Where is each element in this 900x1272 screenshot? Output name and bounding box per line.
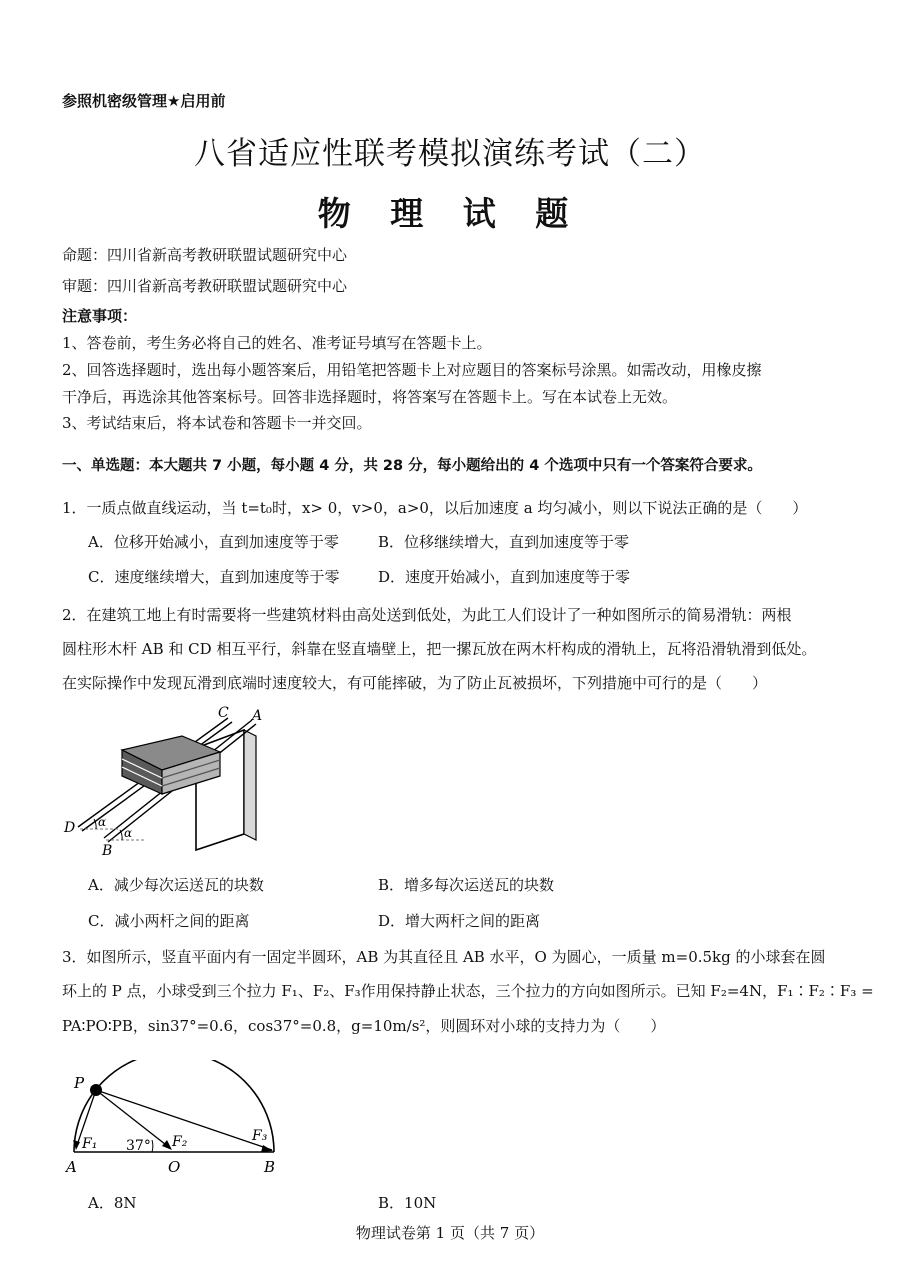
confidential-label: 参照机密级管理★启用前 [62, 92, 226, 110]
q3-stem-line-2: 环上的 P 点，小球受到三个拉力 F₁、F₂、F₃作用保持静止状态，三个拉力的方向如图所示。已知 F₂=4N，F₁∶F₂∶F₃ = [62, 982, 874, 1000]
label-f2: F₂ [172, 1134, 188, 1150]
force-f2-arrow [162, 1140, 172, 1150]
q3-stem-line-1: 3．如图所示，竖直平面内有一固定半圆环，AB 为其直径且 AB 水平，O 为圆心，一质量 m=0.5kg 的小球套在圆 [62, 948, 826, 966]
note-item-1: 1、答卷前，考生务必将自己的姓名、准考证号填写在答题卡上。 [62, 334, 492, 352]
q1-stem: 1．一质点做直线运动，当 t=t₀时，x> 0，v>0，a>0，以后加速度 a 均匀减小，则以下说法正确的是（ ） [62, 499, 808, 517]
q3-semicircle-figure [60, 1060, 290, 1180]
label-p: P [74, 1074, 85, 1092]
q1-option-a: A．位移开始减小，直到加速度等于零 [88, 533, 339, 551]
q2-stem-line-3: 在实际操作中发现瓦滑到底端时速度较大，有可能摔破，为了防止瓦被损坏，下列措施中可行的是（ ） [62, 674, 768, 692]
section-heading: 一、单选题：本大题共 7 小题，每小题 4 分，共 28 分，每小题给出的 4 个选项中只有一个答案符合要求。 [62, 458, 762, 474]
q2-stem-line-1: 2．在建筑工地上有时需要将一些建筑材料由高处送到低处，为此工人们设计了一种如图所示的简易滑轨：两根 [62, 606, 792, 624]
author-line: 命题：四川省新高考教研联盟试题研究中心 [62, 246, 348, 264]
q3-option-a: A．8N [88, 1194, 137, 1212]
q2-option-c: C．减小两杆之间的距离 [88, 912, 250, 930]
q2-stem-line-2: 圆柱形木杆 AB 和 CD 相互平行，斜靠在竖直墙壁上，把一摞瓦放在两木杆构成的滑轨上，瓦将沿滑轨滑到低处。 [62, 640, 817, 658]
note-item-3: 3、考试结束后，将本试卷和答题卡一并交回。 [62, 414, 372, 432]
label-f3: F₃ [252, 1128, 268, 1144]
label-a: A [66, 1158, 77, 1176]
q2-slide-rail-figure [58, 700, 278, 860]
reviewer-line: 审题：四川省新高考教研联盟试题研究中心 [62, 277, 348, 295]
note-item-2-cont: 干净后，再选涂其他答案标号。回答非选择题时，将答案写在答题卡上。写在本试卷上无效。 [62, 388, 678, 406]
ball-p [90, 1084, 102, 1096]
label-o: O [168, 1158, 181, 1176]
label-alpha-1: α [98, 815, 107, 829]
force-f3-arrow [261, 1145, 273, 1152]
label-b: B [264, 1158, 276, 1176]
q1-option-d: D．速度开始减小，直到加速度等于零 [378, 568, 631, 586]
label-c: C [218, 705, 229, 721]
label-a: A [252, 708, 263, 724]
q1-option-b: B．位移继续增大，直到加速度等于零 [378, 533, 630, 551]
q3-option-b: B．10N [378, 1194, 437, 1212]
notes-heading: 注意事项： [62, 307, 138, 325]
label-b: B [102, 843, 113, 859]
label-alpha-2: α [124, 826, 133, 840]
q3-stem-line-3: PA∶PO∶PB，sin37°=0.6，cos37°=0.8，g=10m/s²，则圆环对小球的支持力为（ ） [62, 1017, 666, 1035]
label-f1: F₁ [82, 1136, 98, 1152]
label-d: D [64, 820, 76, 836]
subject-title: 物 理 试 题 [317, 194, 583, 233]
q2-option-b: B．增多每次运送瓦的块数 [378, 876, 555, 894]
q2-option-d: D．增大两杆之间的距离 [378, 912, 541, 930]
q1-option-c: C．速度继续增大，直到加速度等于零 [88, 568, 340, 586]
label-angle-37: 37° [126, 1138, 151, 1154]
note-item-2: 2、回答选择题时，选出每小题答案后，用铅笔把答题卡上对应题目的答案标号涂黑。如需改动，用橡皮擦 [62, 361, 762, 379]
q2-option-a: A．减少每次运送瓦的块数 [88, 876, 264, 894]
exam-title: 八省适应性联考模拟演练考试（二） [194, 136, 706, 172]
wall-side [244, 730, 256, 840]
page-footer: 物理试卷第 1 页（共 7 页） [355, 1224, 545, 1242]
